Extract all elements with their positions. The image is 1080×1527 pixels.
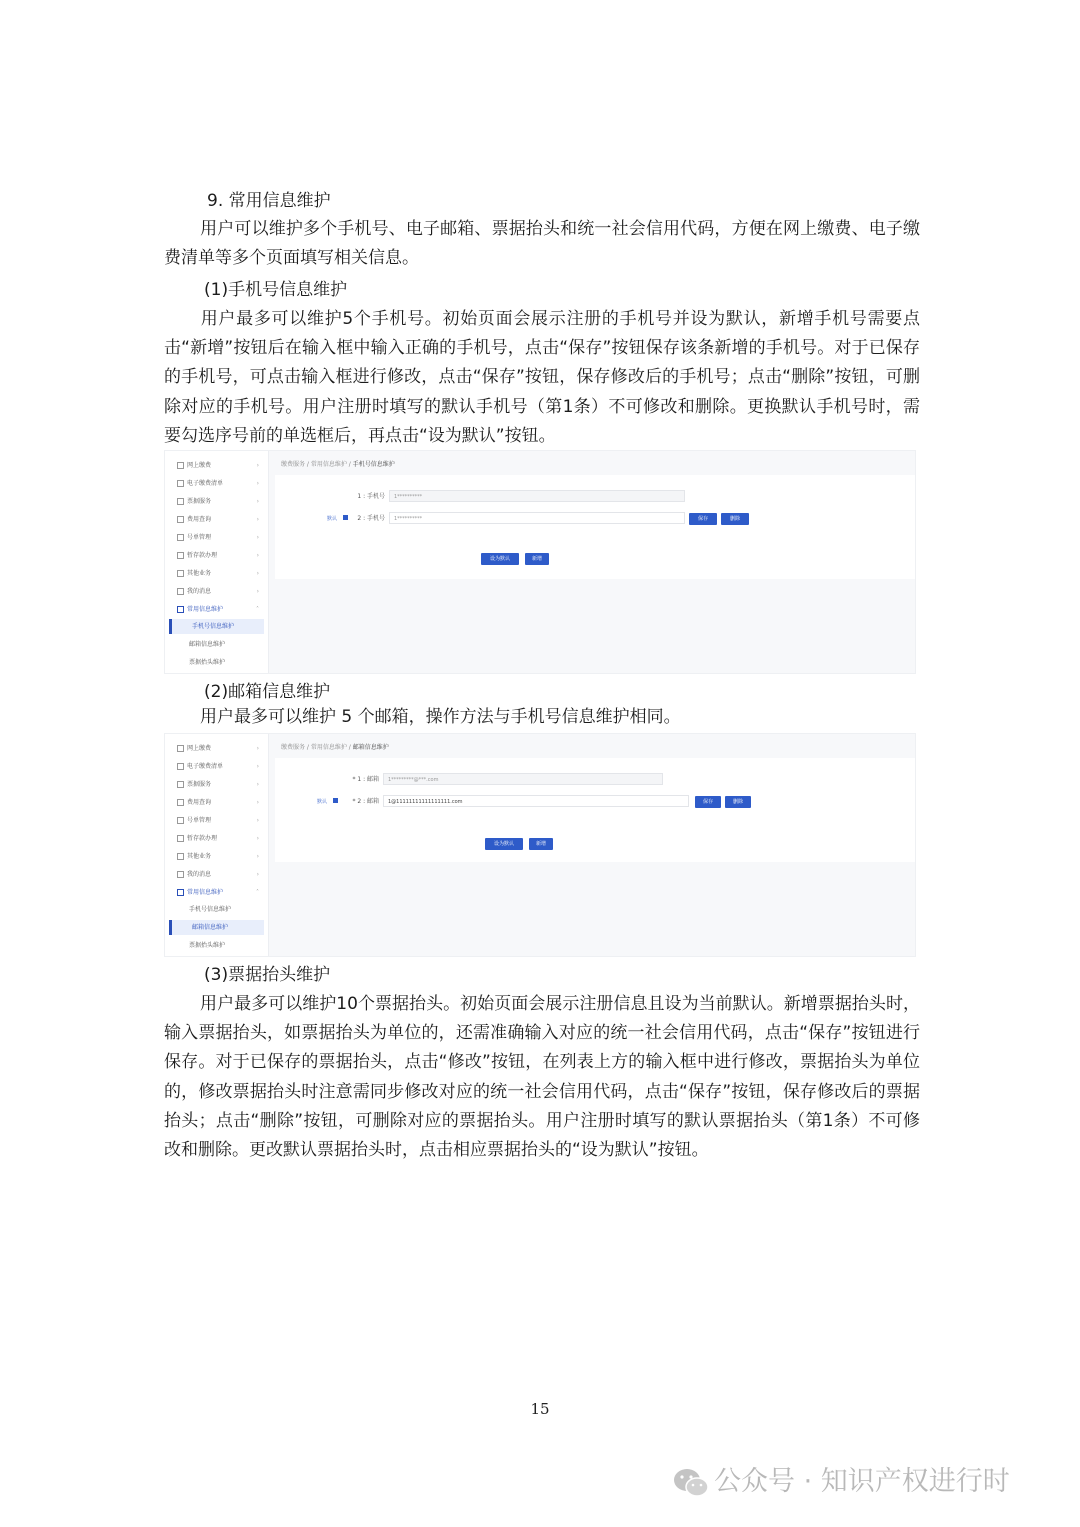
chevron-icon: ›	[256, 570, 259, 577]
menu-icon	[177, 606, 184, 613]
content-area	[269, 451, 915, 673]
chevron-icon: ›	[256, 516, 259, 523]
add-button: 新增	[525, 553, 549, 565]
section-title: 9. 常用信息维护	[207, 191, 331, 211]
set-default-button: 设为默认	[481, 553, 519, 565]
row2-label: * 2 : 邮箱	[352, 798, 379, 805]
menu-item-common-info: 常用信息维护 ˄	[177, 886, 265, 900]
form-card	[275, 758, 915, 862]
save-button: 保存	[695, 796, 721, 808]
menu-item-fee-query: 费用查询 ›	[177, 796, 265, 810]
row1-label: * 1 : 邮箱	[352, 776, 379, 783]
submenu-phone: 手机号信息维护	[169, 619, 264, 634]
row2-input: 1@11111111111111111.com	[383, 795, 689, 807]
menu-item-order: 号单管理 ›	[177, 814, 265, 828]
menu-icon	[177, 781, 184, 788]
submenu-invoice: 票据抬头维护	[189, 942, 226, 949]
chevron-icon: ›	[256, 781, 259, 788]
menu-icon	[177, 588, 184, 595]
chevron-icon: ›	[256, 799, 259, 806]
row1-input: 1*********@***.com	[383, 773, 663, 785]
watermark: 公众号 · 知识产权进行时	[672, 1462, 1010, 1502]
invoice-section-title: (3)票据抬头维护	[204, 965, 331, 985]
menu-item-other: 其他业务 ›	[177, 567, 265, 581]
phone-section-title: (1)手机号信息维护	[204, 280, 348, 300]
chevron-icon: ›	[256, 817, 259, 824]
menu-icon	[177, 763, 184, 770]
menu-item-e-list: 电子缴费清单 ›	[177, 477, 265, 491]
email-maintenance-screenshot	[164, 733, 916, 957]
email-section-title: (2)邮箱信息维护	[204, 682, 331, 702]
side-menu	[165, 734, 269, 956]
wechat-icon	[672, 1466, 710, 1500]
chevron-icon: ›	[256, 534, 259, 541]
menu-icon	[177, 835, 184, 842]
row1-input: 1**********	[389, 490, 685, 502]
menu-item-other: 其他业务 ›	[177, 850, 265, 864]
menu-icon	[177, 480, 184, 487]
menu-icon	[177, 552, 184, 559]
add-button: 新增	[529, 838, 553, 850]
breadcrumb: 缴费服务 / 常用信息维护 / 手机号信息维护	[281, 461, 395, 468]
submenu-email: 邮箱信息维护	[169, 920, 264, 935]
menu-icon	[177, 462, 184, 469]
chevron-icon: ›	[256, 853, 259, 860]
chevron-icon: ›	[256, 745, 259, 752]
menu-item-messages: 我的消息 ›	[177, 868, 265, 882]
menu-item-messages: 我的消息 ›	[177, 585, 265, 599]
submenu-invoice: 票据抬头维护	[189, 659, 226, 666]
menu-item-online-pay: 网上缴费 ›	[177, 459, 265, 473]
email-section-body: 用户最多可以维护 5 个邮箱，操作方法与手机号信息维护相同。	[200, 707, 681, 727]
row2-default-label: 默认	[317, 799, 328, 805]
chevron-up-icon: ˄	[256, 889, 259, 896]
phone-section-body: 用户最多可以维护5个手机号。初始页面会展示注册的手机号并设为默认，新增手机号需要点击“新增”按钮后在输入框中输入正确的手机号，点击“保存”按钮保存该条新增的手机号。对于已保存的手机号，可点击输入框进行修改，点击“保存”按钮，保存修改后的手机号；点击“删除”按钮，可删除对应的手机号。用户注册时填写的默认手机号（第1条）不可修改和删除。更换默认手机号时，需要勾选序号前的单选框后，再点击“设为默认”按钮。	[164, 309, 920, 446]
menu-icon	[177, 889, 184, 896]
delete-button: 删除	[725, 796, 751, 808]
menu-icon	[177, 570, 184, 577]
menu-item-deposit: 暂存款办理 ›	[177, 549, 265, 563]
menu-icon	[177, 799, 184, 806]
menu-item-bill: 票据服务 ›	[177, 495, 265, 509]
row2-label: 2 : 手机号	[357, 515, 385, 522]
row1-label: 1 : 手机号	[357, 493, 385, 500]
chevron-icon: ›	[256, 835, 259, 842]
chevron-icon: ›	[256, 871, 259, 878]
phone-maintenance-screenshot	[164, 450, 916, 674]
chevron-icon: ›	[256, 498, 259, 505]
submenu-phone: 手机号信息维护	[189, 906, 232, 913]
chevron-icon: ›	[256, 763, 259, 770]
menu-icon	[177, 498, 184, 505]
menu-icon	[177, 817, 184, 824]
menu-item-bill: 票据服务 ›	[177, 778, 265, 792]
section-intro: 用户可以维护多个手机号、电子邮箱、票据抬头和统一社会信用代码，方便在网上缴费、电子缴费清单等多个页面填写相关信息。	[164, 219, 920, 269]
content-area	[269, 734, 915, 956]
chevron-up-icon: ˄	[256, 606, 259, 613]
menu-icon	[177, 871, 184, 878]
breadcrumb: 缴费服务 / 常用信息维护 / 邮箱信息维护	[281, 744, 389, 751]
menu-icon	[177, 516, 184, 523]
form-card	[275, 475, 915, 579]
menu-item-deposit: 暂存款办理 ›	[177, 832, 265, 846]
chevron-icon: ›	[256, 462, 259, 469]
chevron-icon: ›	[256, 552, 259, 559]
side-menu	[165, 451, 269, 673]
delete-button: 删除	[721, 513, 749, 525]
chevron-icon: ›	[256, 588, 259, 595]
menu-item-common-info: 常用信息维护 ˄	[177, 603, 265, 617]
menu-item-fee-query: 费用查询 ›	[177, 513, 265, 527]
menu-icon	[177, 853, 184, 860]
set-default-button: 设为默认	[485, 838, 523, 850]
menu-icon	[177, 534, 184, 541]
row2-input: 1**********	[389, 512, 685, 524]
menu-item-order: 号单管理 ›	[177, 531, 265, 545]
page-number: 15	[530, 1400, 550, 1418]
row2-default-label: 默认	[327, 516, 338, 522]
submenu-email: 邮箱信息维护	[189, 641, 226, 648]
chevron-icon: ›	[256, 480, 259, 487]
menu-item-e-list: 电子缴费清单 ›	[177, 760, 265, 774]
menu-item-online-pay: 网上缴费 ›	[177, 742, 265, 756]
invoice-section-body: 用户最多可以维护10个票据抬头。初始页面会展示注册信息且设为当前默认。新增票据抬头时，输入票据抬头，如票据抬头为单位的，还需准确输入对应的统一社会信用代码，点击“保存”按钮进行保存。对于已保存的票据抬头，点击“修改”按钮，在列表上方的输入框中进行修改，票据抬头为单位的，修改票据抬头时注意需同步修改对应的统一社会信用代码，点击“保存”按钮，保存修改后的票据抬头；点击“删除”按钮，可删除对应的票据抬头。用户注册时填写的默认票据抬头（第1条）不可修改和删除。更改默认票据抬头时，点击相应票据抬头的“设为默认”按钮。	[164, 994, 920, 1161]
save-button: 保存	[689, 513, 717, 525]
menu-icon	[177, 745, 184, 752]
